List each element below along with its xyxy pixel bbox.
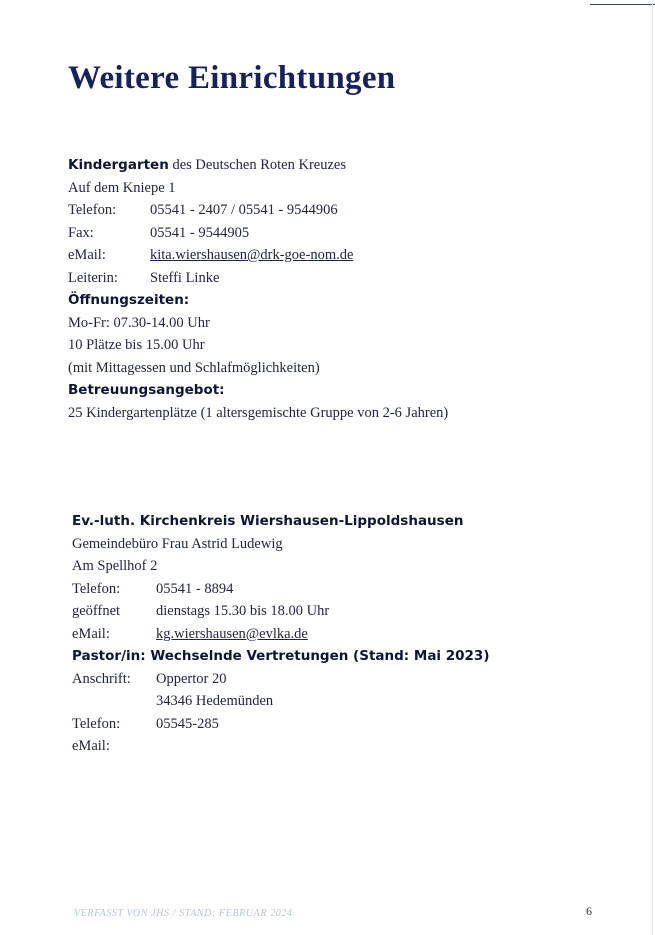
kirchenkreis-heading: Ev.-luth. Kirchenkreis Wiershausen-Lippoldshausen — [72, 513, 464, 529]
kirchenkreis-section — [72, 510, 632, 758]
pastor-address-row — [72, 668, 632, 691]
pastor-heading: Pastor/in: Wechselnde Vertretungen (Stand: Mai 2023) — [72, 648, 490, 664]
kindergarten-heading — [68, 154, 628, 177]
kindergarten-heading-rest: des Deutschen Roten Kreuzes — [168, 157, 346, 173]
phone-label: Telefon: — [72, 715, 121, 732]
opening-hours-line: Mo-Fr: 07.30-14.00 Uhr — [68, 314, 210, 331]
phone-label: Telefon: — [72, 580, 121, 597]
page-edge-shadow — [652, 0, 653, 935]
leader-label: Leiterin: — [68, 269, 118, 286]
top-edge-rule — [590, 4, 655, 5]
opening-hours-heading: Öffnungszeiten: — [68, 292, 190, 308]
office-hours-row — [72, 600, 632, 623]
footer-note: VERFASST VON JHS / STAND: FEBRUAR 2024 — [74, 908, 293, 919]
phone-value: 05541 - 2407 / 05541 - 9544906 — [150, 202, 338, 218]
fax-label: Fax: — [68, 224, 94, 241]
kindergarten-address: Auf dem Kniepe 1 — [68, 179, 176, 196]
care-offer-line: 25 Kindergartenplätze (1 altersgemischte Gruppe von 2-6 Jahren) — [68, 404, 449, 421]
page-title: Weitere Einrichtungen — [68, 60, 396, 96]
pastor-email-row — [72, 735, 632, 758]
office-address: Am Spellhof 2 — [72, 558, 158, 574]
phone-value: 05541 - 8894 — [156, 580, 234, 597]
hours-label: geöffnet — [72, 603, 121, 619]
page-number: 6 — [586, 904, 592, 918]
email-label: eMail: — [72, 738, 110, 754]
fax-value: 05541 - 9544905 — [150, 224, 250, 241]
hours-value: dienstags 15.30 bis 18.00 Uhr — [156, 603, 330, 619]
phone-value: 05545-285 — [156, 715, 219, 732]
office-email-row — [72, 623, 632, 646]
address-city: 34346 Hedemünden — [156, 693, 274, 709]
address-label: Anschrift: — [72, 670, 131, 687]
address-street: Oppertor 20 — [156, 670, 227, 687]
kindergarten-leader-row — [68, 267, 628, 290]
care-offer-heading: Betreuungsangebot: — [68, 382, 225, 398]
kindergarten-email-row — [68, 244, 628, 267]
office-phone-row — [72, 578, 632, 601]
leader-value: Steffi Linke — [150, 269, 220, 286]
opening-hours-line: 10 Plätze bis 15.00 Uhr — [68, 337, 205, 353]
opening-hours-line: (mit Mittagessen und Schlafmöglichkeiten) — [68, 359, 320, 376]
kindergarten-email-link[interactable]: kita.wiershausen@drk-goe-nom.de — [150, 247, 354, 263]
email-label: eMail: — [72, 625, 110, 642]
phone-label: Telefon: — [68, 202, 117, 218]
kindergarten-phone-row — [68, 199, 628, 222]
office-name: Gemeindebüro Frau Astrid Ludewig — [72, 535, 283, 552]
kindergarten-fax-row — [68, 222, 628, 245]
office-email-link[interactable]: kg.wiershausen@evlka.de — [156, 625, 308, 642]
email-label: eMail: — [68, 247, 106, 263]
kindergarten-heading-bold: Kindergarten — [68, 157, 169, 173]
pastor-phone-row — [72, 713, 632, 736]
kindergarten-section — [68, 154, 628, 424]
